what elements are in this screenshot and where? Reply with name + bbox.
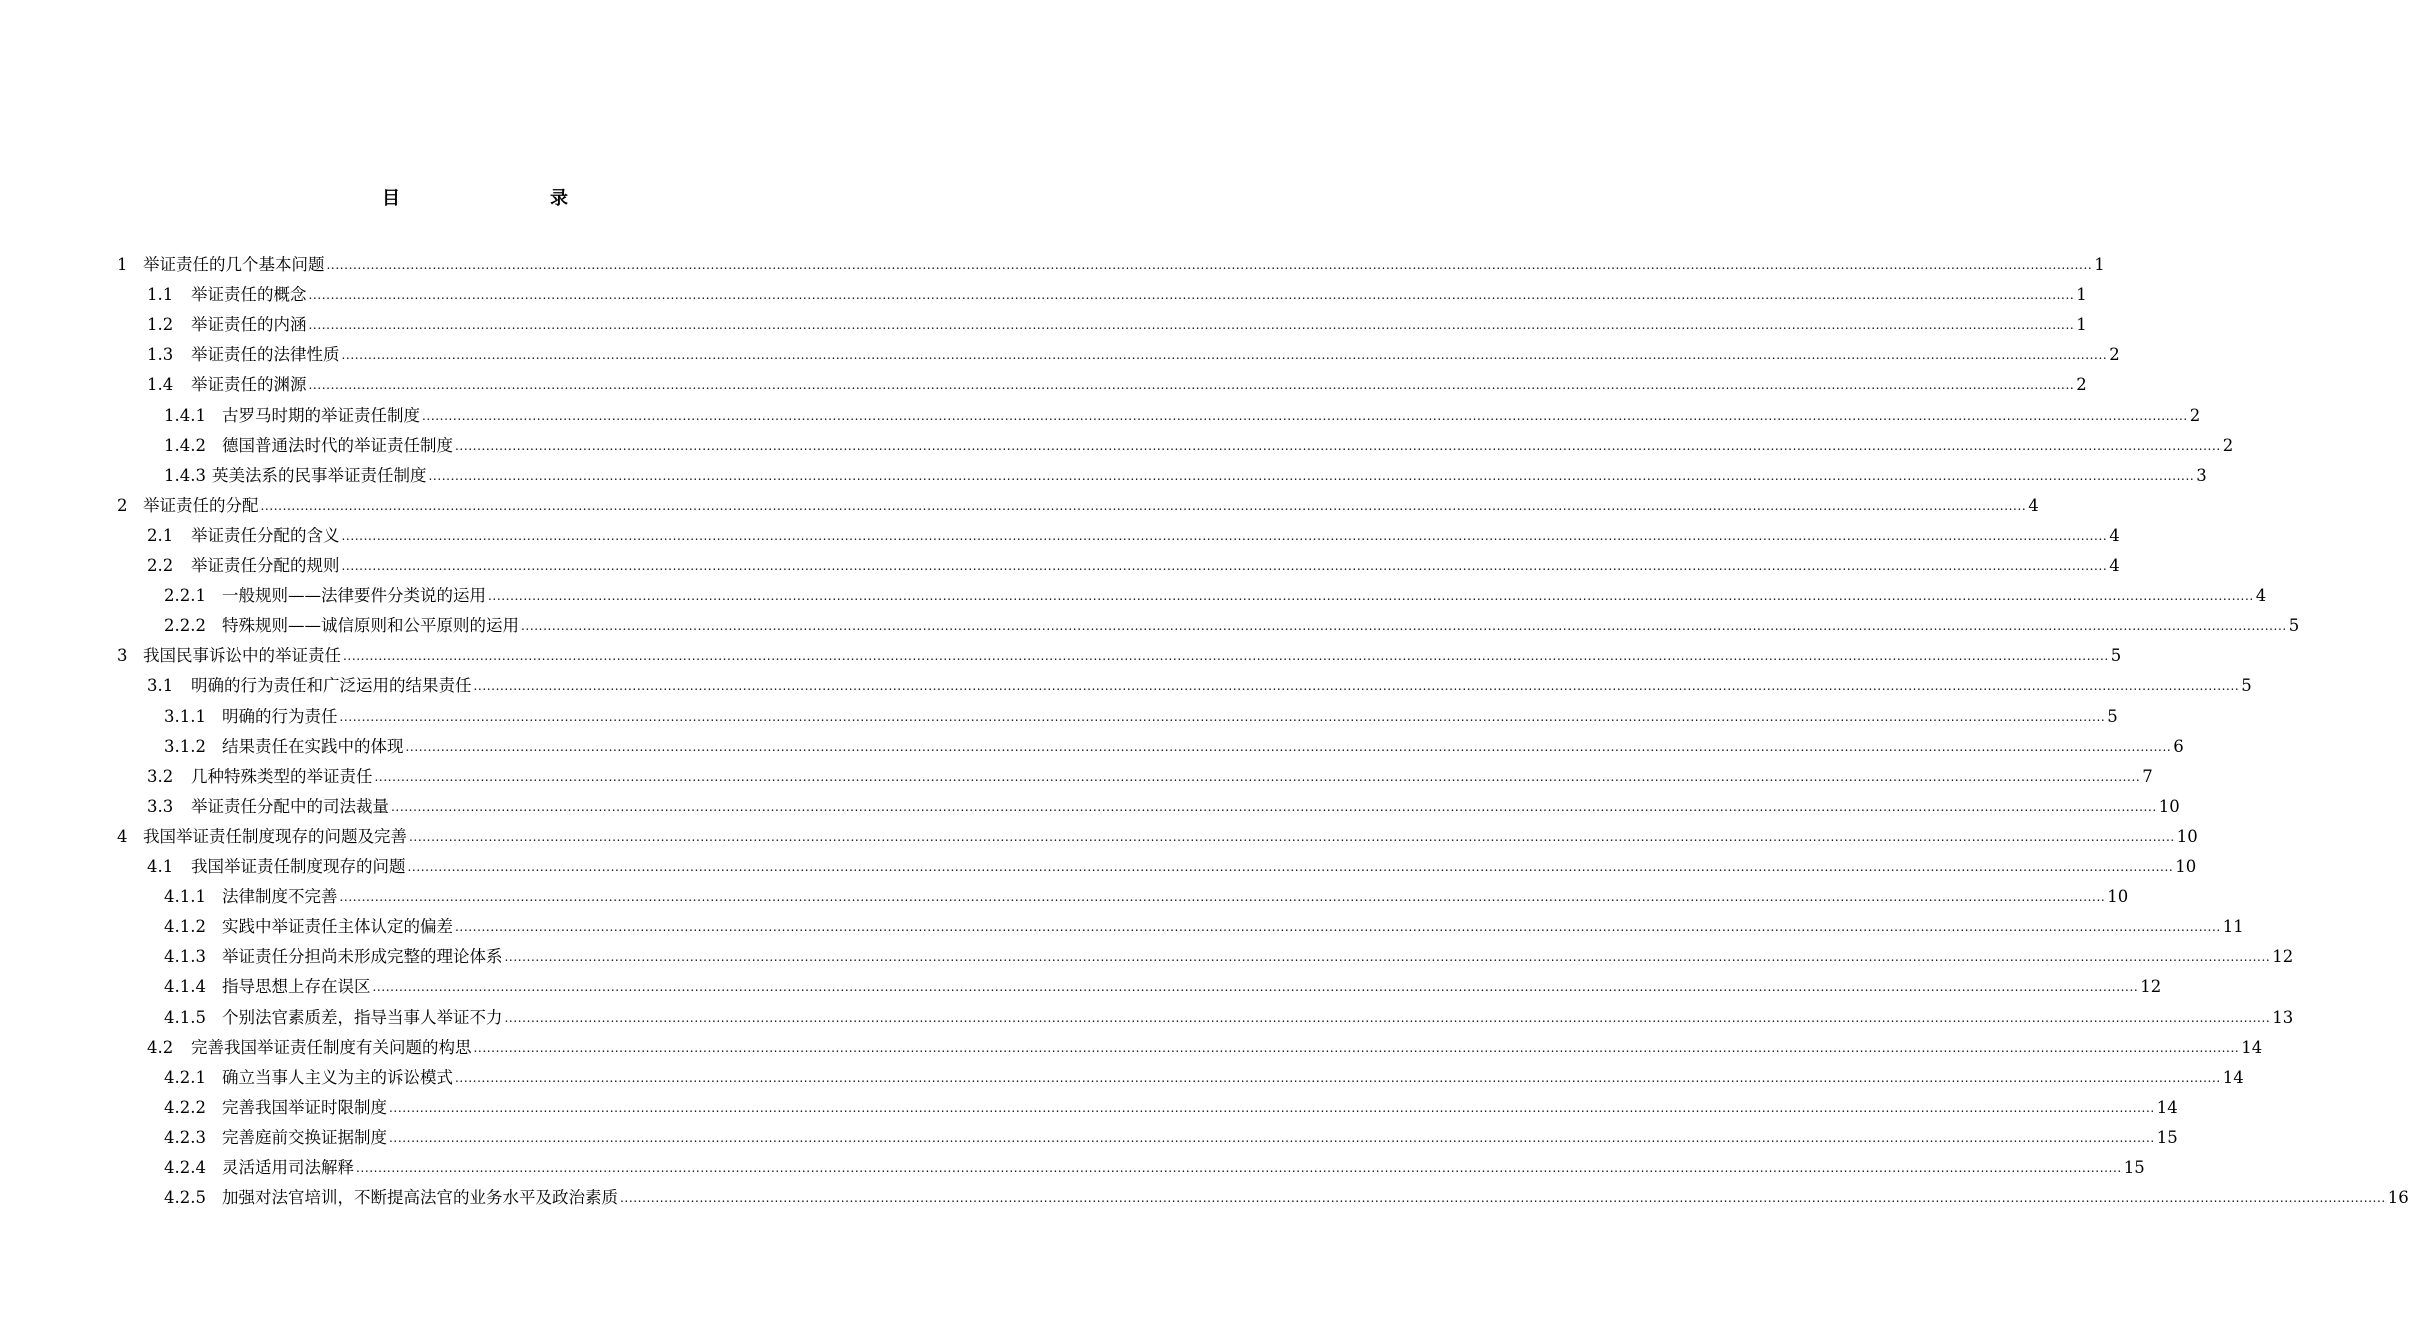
- toc-leader-dots: ................................................................................................................................................................................................................................................................................................................................................................................................................: [341, 528, 2108, 543]
- toc-title: 明确的行为责任和广泛运用的结果责任: [191, 676, 472, 696]
- toc-entry[interactable]: [147, 310, 2087, 336]
- toc-page-number: 10: [2158, 796, 2180, 816]
- toc-title: 完善我国举证时限制度: [222, 1097, 387, 1117]
- toc-leader-dots: ................................................................................................................................................................................................................................................................................................................................................................................................................: [341, 559, 2108, 573]
- toc-number: 2.1: [147, 525, 174, 545]
- toc-page-number: 10: [2107, 887, 2129, 907]
- toc-title: 灵活适用司法解释: [222, 1158, 354, 1177]
- toc-number: 4.2.1: [164, 1067, 206, 1087]
- toc-title: 完善我国举证责任制度有关问题的构思: [191, 1037, 472, 1057]
- toc-number: 4.1.2: [164, 917, 206, 937]
- toc-entry[interactable]: [147, 792, 2180, 818]
- toc-page-number: 16: [2387, 1188, 2409, 1208]
- toc-number: 4.1.1: [164, 887, 206, 907]
- toc-page-number: 2: [2109, 345, 2120, 365]
- toc-title: 举证责任分配中的司法裁量: [191, 796, 389, 816]
- toc-page-number: 14: [2222, 1067, 2244, 1087]
- toc-leader-dots: ................................................................................................................................................................................................................................................................................................................................................................................................................: [339, 890, 2106, 905]
- toc-leader-dots: ................................................................................................................................................................................................................................................................................................................................................................................................................: [407, 860, 2174, 874]
- toc-page-number: 2: [2076, 375, 2087, 395]
- toc-leader-dots: ................................................................................................................................................................................................................................................................................................................................................................................................................: [473, 1040, 2240, 1055]
- toc-title: 我国举证责任制度现存的问题及完善: [143, 826, 407, 846]
- toc-title: 举证责任分配的规则: [191, 556, 340, 575]
- toc-leader-dots: ................................................................................................................................................................................................................................................................................................................................................................................................................: [428, 468, 2195, 483]
- toc-page-number: 6: [2173, 736, 2184, 756]
- toc-page-number: 4: [2028, 495, 2039, 515]
- toc-title: 举证责任的分配: [143, 495, 259, 515]
- toc-number: 4.2: [147, 1037, 174, 1057]
- toc-leader-dots: ................................................................................................................................................................................................................................................................................................................................................................................................................: [473, 679, 2240, 694]
- toc-entry[interactable]: [164, 401, 2201, 427]
- toc-entry[interactable]: [164, 1003, 2294, 1029]
- toc-number: 4.2.4: [164, 1158, 206, 1177]
- toc-leader-dots: ................................................................................................................................................................................................................................................................................................................................................................................................................: [409, 829, 2175, 844]
- toc-title: 举证责任的概念: [191, 285, 307, 305]
- toc-title: 个别法官素质差，指导当事人举证不力: [222, 1007, 503, 1027]
- toc-title: 完善庭前交换证据制度: [222, 1127, 387, 1147]
- toc-page-number: 13: [2272, 1007, 2294, 1027]
- toc-entry[interactable]: [164, 972, 2162, 998]
- toc-title: 一般规则——法律要件分类说的运用: [222, 586, 486, 606]
- toc-title: 举证责任分配的含义: [191, 525, 340, 545]
- toc-title: 明确的行为责任: [222, 706, 338, 726]
- toc-number: 1.4.1: [164, 405, 206, 425]
- toc-entry[interactable]: [164, 912, 2244, 938]
- toc-entry[interactable]: [164, 1183, 2409, 1209]
- toc-leader-dots: ................................................................................................................................................................................................................................................................................................................................................................................................................: [389, 1130, 2155, 1145]
- toc-leader-dots: ................................................................................................................................................................................................................................................................................................................................................................................................................: [504, 950, 2271, 965]
- toc-title: 指导思想上存在误区: [222, 977, 371, 997]
- toc-number: 1.2: [147, 315, 174, 335]
- toc-leader-dots: ................................................................................................................................................................................................................................................................................................................................................................................................................: [308, 318, 2075, 333]
- toc-number: 2: [117, 495, 128, 515]
- toc-leader-dots: ................................................................................................................................................................................................................................................................................................................................................................................................................: [455, 920, 2221, 935]
- toc-entry[interactable]: [164, 1153, 2145, 1179]
- toc-entry[interactable]: [164, 581, 2267, 607]
- toc-title: 古罗马时期的举证责任制度: [222, 405, 420, 425]
- toc-title: 结果责任在实践中的体现: [222, 736, 404, 756]
- toc-page-number: 4: [2255, 586, 2267, 606]
- toc-title: 确立当事人主义为主的诉讼模式: [222, 1067, 453, 1087]
- toc-entry[interactable]: [164, 1093, 2178, 1119]
- toc-number: 4.2.3: [164, 1127, 206, 1147]
- toc-title: 法律制度不完善: [222, 887, 338, 907]
- toc-page-number: 2: [2189, 405, 2201, 425]
- toc-title: 举证责任的几个基本问题: [143, 255, 325, 274]
- toc-number: 1.4: [147, 375, 174, 395]
- toc-number: 4.1.3: [164, 947, 206, 967]
- toc-page-number: 3: [2196, 465, 2207, 485]
- toc-page-number: 12: [2272, 947, 2294, 967]
- toc-leader-dots: ................................................................................................................................................................................................................................................................................................................................................................................................................: [455, 1070, 2221, 1085]
- toc-entry[interactable]: [147, 551, 2120, 577]
- toc-number: 4.1: [147, 857, 174, 876]
- toc-page-number: 5: [2288, 616, 2300, 636]
- toc-number: 3.1.1: [164, 706, 206, 726]
- toc-entry[interactable]: [164, 1123, 2178, 1149]
- toc-entry[interactable]: [164, 882, 2129, 908]
- toc-title: 举证责任的内涵: [191, 315, 307, 335]
- toc-entry[interactable]: [147, 370, 2087, 396]
- toc-leader-dots: ................................................................................................................................................................................................................................................................................................................................................................................................................: [343, 649, 2109, 664]
- toc-number: 4: [117, 826, 128, 846]
- toc-leader-dots: ................................................................................................................................................................................................................................................................................................................................................................................................................: [521, 619, 2287, 634]
- toc-title: 实践中举证责任主体认定的偏差: [222, 917, 453, 937]
- toc-number: 3.2: [147, 766, 174, 786]
- toc-entry[interactable]: [164, 942, 2294, 968]
- toc-entry[interactable]: [117, 641, 2122, 667]
- toc-page-number: 5: [2241, 676, 2252, 696]
- toc-leader-dots: ................................................................................................................................................................................................................................................................................................................................................................................................................: [372, 980, 2139, 995]
- toc-leader-dots: ................................................................................................................................................................................................................................................................................................................................................................................................................: [405, 739, 2172, 754]
- toc-leader-dots: ................................................................................................................................................................................................................................................................................................................................................................................................................: [389, 1100, 2155, 1115]
- toc-entry[interactable]: [147, 521, 2120, 547]
- toc-leader-dots: ................................................................................................................................................................................................................................................................................................................................................................................................................: [391, 799, 2157, 814]
- toc-title: 加强对法官培训，不断提高法官的业务水平及政治素质: [222, 1188, 618, 1208]
- toc-page-number: 1: [2076, 315, 2087, 335]
- toc-leader-dots: ................................................................................................................................................................................................................................................................................................................................................................................................................: [504, 1010, 2271, 1025]
- toc-entry[interactable]: [164, 611, 2300, 637]
- toc-page-number: 7: [2142, 766, 2153, 786]
- toc-title: 举证责任的法律性质: [191, 345, 340, 365]
- toc-leader-dots: ................................................................................................................................................................................................................................................................................................................................................................................................................: [455, 438, 2221, 453]
- toc-entry[interactable]: [117, 491, 2039, 517]
- toc-page-number: 15: [2156, 1127, 2178, 1147]
- toc-title: 举证责任的渊源: [191, 375, 307, 395]
- toc-number: 4.1.4: [164, 977, 206, 997]
- toc-number: 3: [117, 646, 128, 666]
- toc-entry[interactable]: [147, 280, 2087, 306]
- toc-leader-dots: ................................................................................................................................................................................................................................................................................................................................................................................................................: [326, 258, 2093, 272]
- toc-number: 1.1: [147, 285, 174, 305]
- toc-number: 2.2: [147, 556, 174, 575]
- toc-leader-dots: ................................................................................................................................................................................................................................................................................................................................................................................................................: [339, 709, 2106, 724]
- toc-page-number: 12: [2140, 977, 2162, 997]
- toc-number: 4.2.5: [164, 1188, 206, 1208]
- toc-number: 4.1.5: [164, 1007, 206, 1027]
- toc-title: 几种特殊类型的举证责任: [191, 766, 373, 786]
- toc-page-number: 5: [2107, 706, 2118, 726]
- toc-entry[interactable]: [117, 822, 2198, 848]
- toc-page-number: 1: [2076, 285, 2087, 305]
- toc-leader-dots: ................................................................................................................................................................................................................................................................................................................................................................................................................: [374, 769, 2141, 784]
- toc-number: 4.2.2: [164, 1097, 206, 1117]
- toc-entry[interactable]: [164, 732, 2184, 758]
- toc-page-number: 5: [2110, 646, 2122, 666]
- toc-page-number: 10: [2175, 857, 2197, 876]
- toc-title: 特殊规则——诚信原则和公平原则的运用: [222, 616, 519, 636]
- toc-leader-dots: ................................................................................................................................................................................................................................................................................................................................................................................................................: [422, 408, 2188, 423]
- toc-title: 德国普通法时代的举证责任制度: [222, 435, 453, 455]
- toc-number: 2.2.1: [164, 586, 206, 606]
- toc-entry[interactable]: [164, 461, 2207, 487]
- toc-number: 3.1: [147, 676, 174, 696]
- toc-entry[interactable]: [164, 431, 2234, 457]
- toc-page-number: 1: [2094, 255, 2105, 274]
- toc-number: 1.4.2: [164, 435, 206, 455]
- toc-leader-dots: ................................................................................................................................................................................................................................................................................................................................................................................................................: [620, 1191, 2386, 1206]
- page-title: 目 录: [382, 188, 606, 209]
- toc-entry[interactable]: [147, 1033, 2263, 1059]
- toc-number: 2.2.2: [164, 616, 206, 636]
- toc-entry[interactable]: [147, 340, 2120, 366]
- toc-page-number: 10: [2176, 826, 2198, 846]
- toc-page-number: 4: [2109, 525, 2120, 545]
- toc-page-number: 14: [2241, 1037, 2263, 1057]
- toc-title: 我国举证责任制度现存的问题: [191, 857, 406, 876]
- toc-leader-dots: ................................................................................................................................................................................................................................................................................................................................................................................................................: [488, 589, 2254, 604]
- toc-entry[interactable]: [164, 1063, 2244, 1089]
- toc-number: 1.4.3: [164, 465, 206, 485]
- toc-page-number: 15: [2123, 1158, 2145, 1177]
- toc-entry[interactable]: [147, 762, 2153, 788]
- toc-title: 英美法系的民事举证责任制度: [212, 465, 427, 485]
- toc-leader-dots: ................................................................................................................................................................................................................................................................................................................................................................................................................: [308, 288, 2075, 303]
- toc-entry[interactable]: [164, 702, 2118, 728]
- toc-page-number: 2: [2222, 435, 2234, 455]
- toc-leader-dots: ................................................................................................................................................................................................................................................................................................................................................................................................................: [356, 1161, 2122, 1175]
- toc-number: 3.3: [147, 796, 174, 816]
- toc-title: 我国民事诉讼中的举证责任: [143, 646, 341, 666]
- toc-leader-dots: ................................................................................................................................................................................................................................................................................................................................................................................................................: [260, 498, 2027, 513]
- toc-page-number: 4: [2109, 556, 2120, 575]
- toc-leader-dots: ................................................................................................................................................................................................................................................................................................................................................................................................................: [308, 378, 2075, 393]
- toc-entry[interactable]: [147, 852, 2197, 878]
- toc-title: 举证责任分担尚未形成完整的理论体系: [222, 947, 503, 967]
- toc-leader-dots: ................................................................................................................................................................................................................................................................................................................................................................................................................: [341, 348, 2108, 363]
- toc-entry[interactable]: [117, 250, 2105, 276]
- toc-number: 1.3: [147, 345, 174, 365]
- toc-page-number: 14: [2156, 1097, 2178, 1117]
- toc-page-number: 11: [2222, 917, 2244, 937]
- toc-entry[interactable]: [147, 671, 2252, 697]
- toc-number: 1: [117, 255, 128, 274]
- toc-number: 3.1.2: [164, 736, 206, 756]
